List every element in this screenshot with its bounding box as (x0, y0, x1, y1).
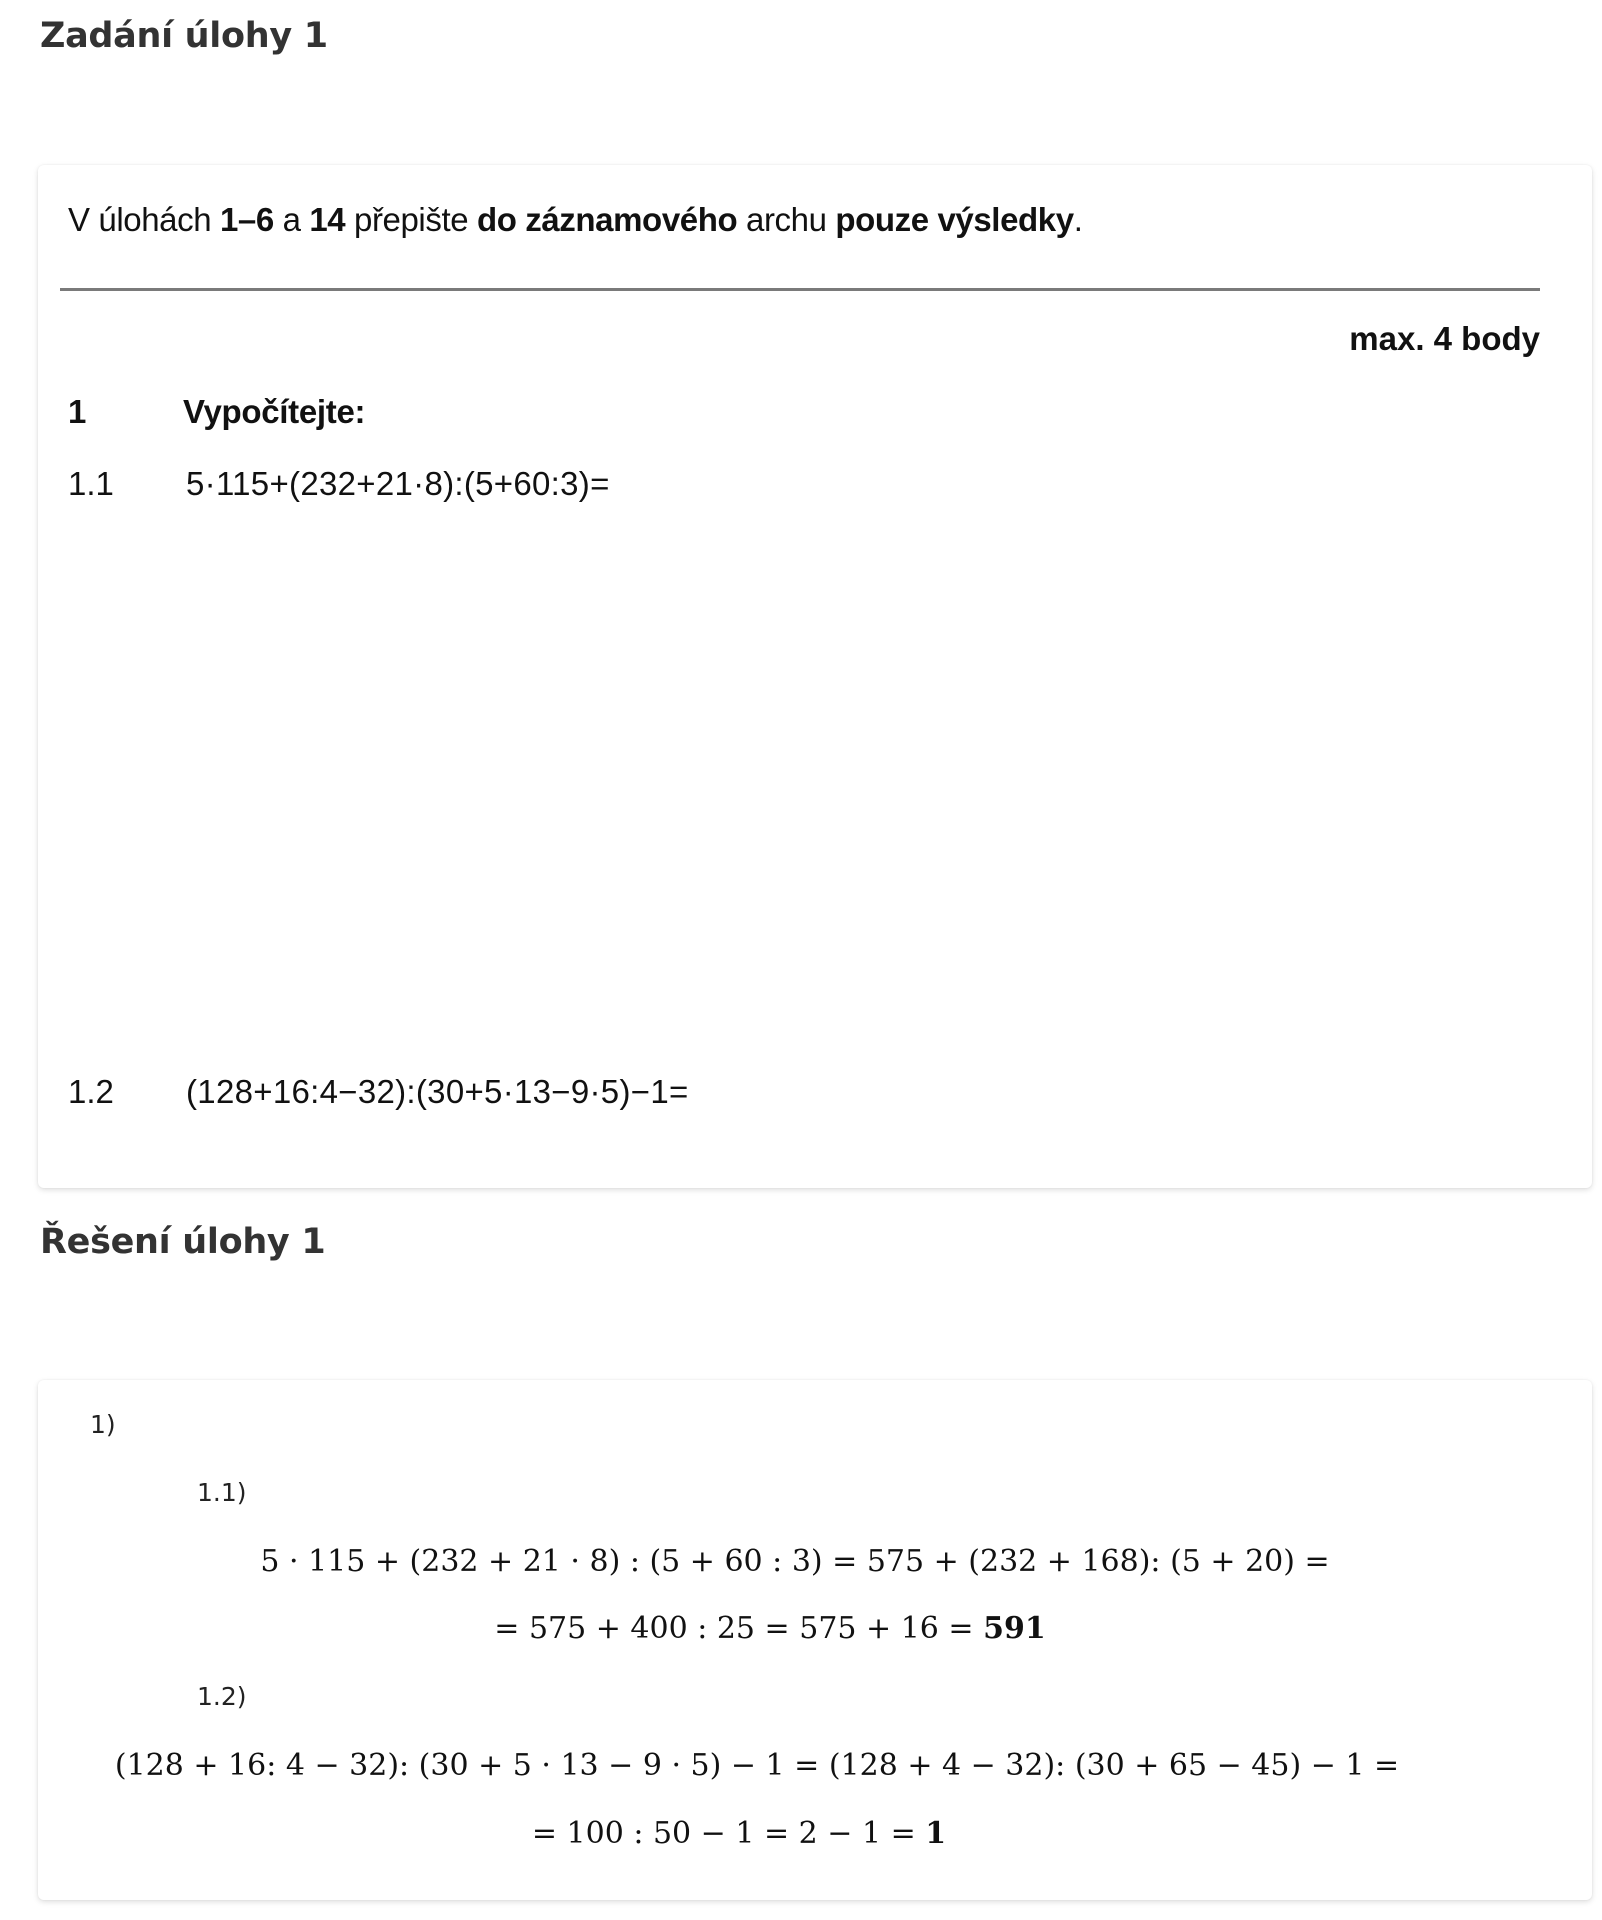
solution-math-line: (128 + 16: 4 − 32): (30 + 5 · 13 − 9 · 5) − 1 = (128 + 4 − 32): (30 + 65 − 45) − 1 = (114, 1748, 1400, 1783)
instruction-part: V úlohách (68, 201, 220, 238)
solution-result: 1 (925, 1816, 947, 1851)
subtask-label: 1.1 (68, 465, 114, 502)
subtask-label: 1.2 (68, 1073, 114, 1110)
instruction-part-bold: 14 (309, 201, 346, 238)
max-points: max. 4 body (1349, 320, 1540, 357)
instruction-part: přepište (345, 201, 477, 238)
task-card (38, 165, 1592, 1188)
solution-card (38, 1380, 1592, 1900)
solution-math-line (0, 1611, 1547, 1646)
instruction-part-bold: 1–6 (219, 201, 274, 238)
solution-label: 1) (90, 1410, 116, 1439)
solution-math-line: 5 · 115 + (232 + 21 · 8) : (5 + 60 : 3) = 575 + (232 + 168): (5 + 20) = (260, 1544, 1330, 1579)
task-title: Vypočítejte: (183, 393, 366, 430)
solution-part-label: 1.1) (197, 1478, 247, 1507)
subtask-expression: 5·115+(232+21·8):(5+60:3)= (186, 465, 610, 502)
instruction-part: archu (737, 201, 836, 238)
instruction-part: . (1073, 201, 1083, 238)
divider (60, 288, 1540, 291)
subtask-expression: (128+16:4−32):(30+5·13−9·5)−1= (186, 1073, 689, 1110)
solution-result: 591 (983, 1611, 1046, 1646)
instruction-text (68, 201, 1082, 239)
math-text: = 575 + 400 : 25 = 575 + 16 = (494, 1611, 984, 1646)
instruction-part-bold: do záznamového (476, 201, 738, 238)
solution-math-line (0, 1816, 1516, 1851)
math-text: = 100 : 50 − 1 = 2 − 1 = (531, 1816, 926, 1851)
instruction-part-bold: pouze výsledky (835, 201, 1074, 238)
solution-heading: Řešení úlohy 1 (40, 1222, 326, 1262)
task-number: 1 (68, 393, 87, 430)
task-heading: Zadání úlohy 1 (40, 16, 328, 56)
solution-part-label: 1.2) (197, 1682, 247, 1711)
instruction-part: a (273, 201, 310, 238)
